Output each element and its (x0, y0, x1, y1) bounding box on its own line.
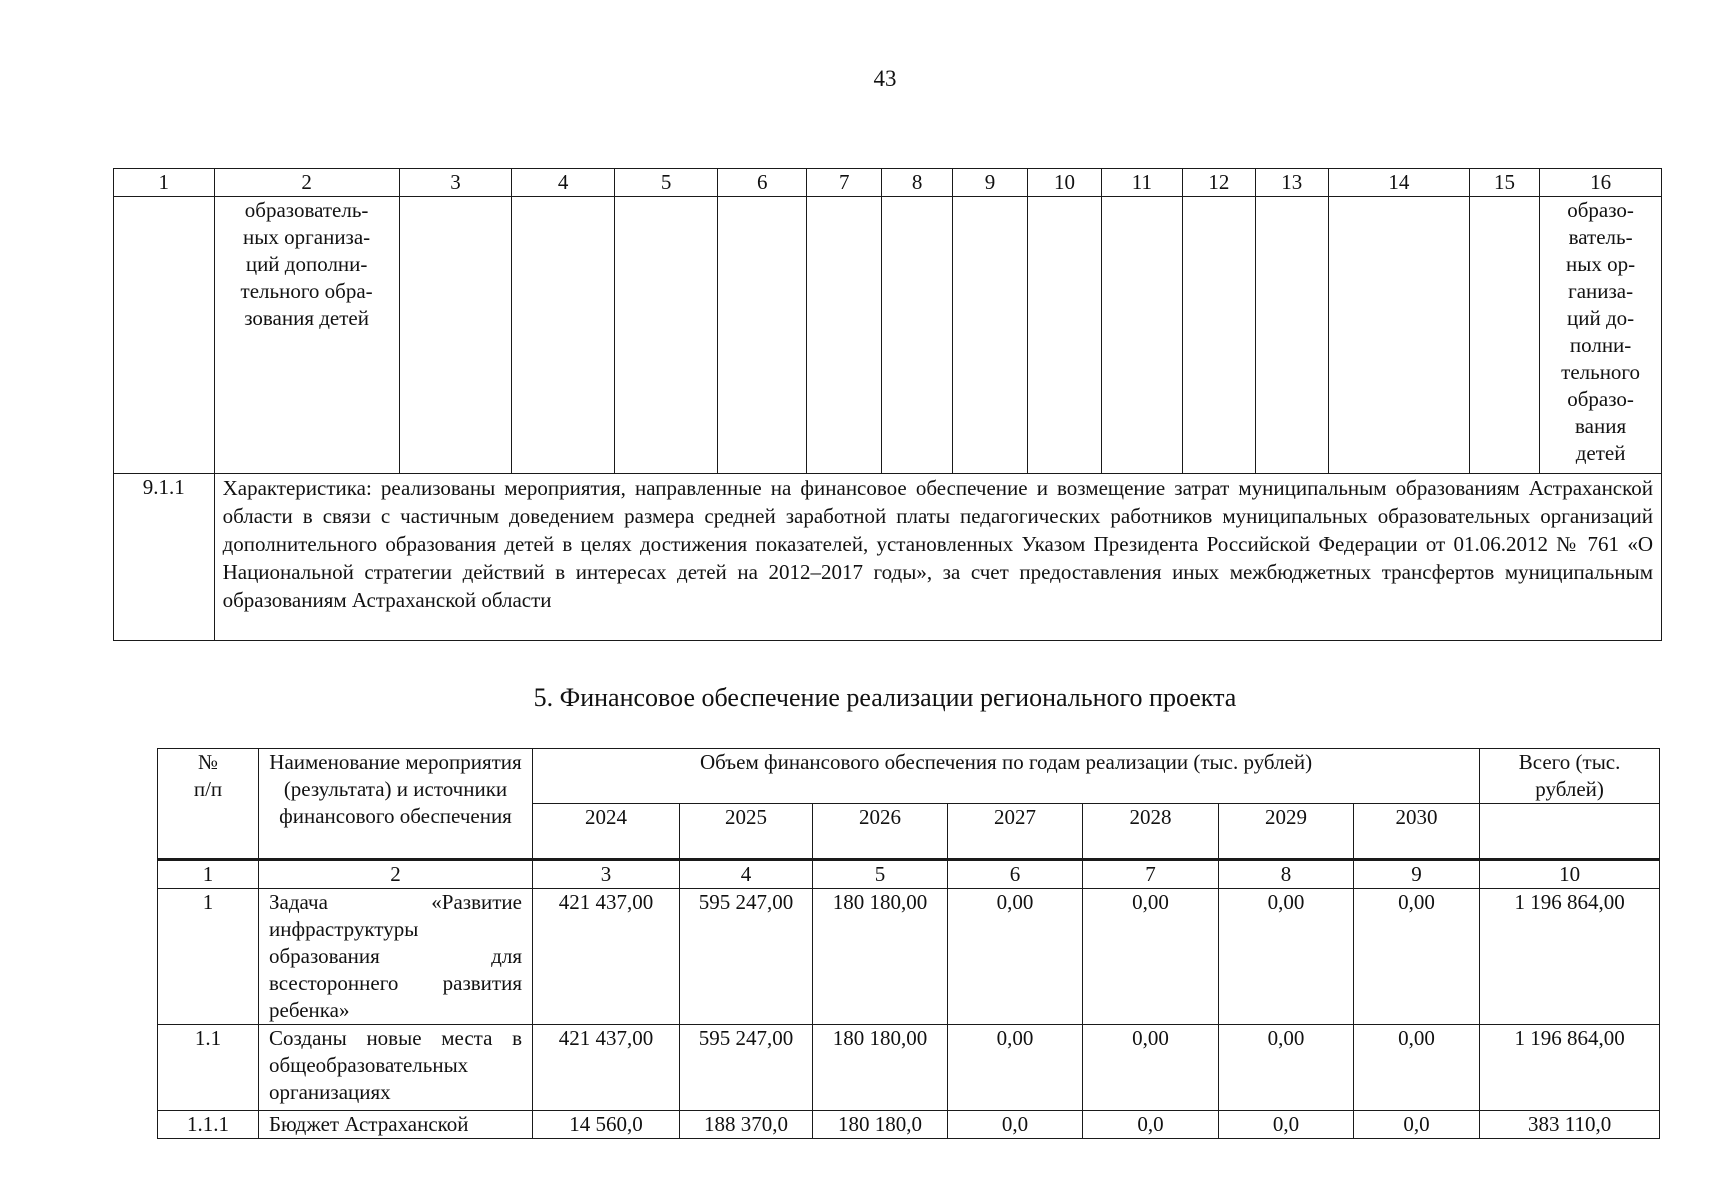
value-cell: 0,0 (948, 1111, 1083, 1139)
responsible-cell: образо- ватель- ных ор- ганиза- ций до- полни- тельного образо- вания детей (1540, 197, 1662, 474)
col-number: 1 (114, 169, 215, 197)
row-name: Бюджет Астраханской (259, 1111, 533, 1139)
header-volume: Объем финансового обеспечения по годам реализации (тыс. рублей) (533, 749, 1480, 804)
year-header: 2030 (1354, 804, 1480, 860)
total-cell: 1 196 864,00 (1480, 1025, 1660, 1111)
col-number: 1 (158, 860, 259, 889)
value-cell: 180 180,0 (813, 1111, 948, 1139)
indicator-name-cell: образователь- ных организа- ций дополни- тельного обра- зования детей (214, 197, 399, 474)
value-cell: 0,0 (1083, 1111, 1219, 1139)
year-header: 2024 (533, 804, 680, 860)
total-cell: 383 110,0 (1480, 1111, 1660, 1139)
col-number: 11 (1101, 169, 1182, 197)
value-cell: 188 370,0 (680, 1111, 813, 1139)
col-number: 10 (1028, 169, 1101, 197)
value-cell: 0,00 (1083, 889, 1219, 1025)
row-number: 9.1.1 (114, 474, 215, 641)
section-title: 5. Финансовое обеспечение реализации регионального проекта (533, 683, 1237, 712)
col-number: 3 (533, 860, 680, 889)
row-name: Задача «Развитие инфраструктуры образования для всестороннего развития ребенка» (259, 889, 533, 1025)
year-header: 2027 (948, 804, 1083, 860)
col-number: 7 (806, 169, 881, 197)
year-header: 2028 (1083, 804, 1219, 860)
row-number: 1.1 (158, 1025, 259, 1111)
indicators-table (113, 168, 1662, 641)
year-header: 2026 (813, 804, 948, 860)
col-number: 8 (1219, 860, 1354, 889)
col-number: 3 (399, 169, 512, 197)
col-number: 10 (1480, 860, 1660, 889)
column-number-row (114, 169, 1662, 197)
col-number: 7 (1083, 860, 1219, 889)
header-num: № п/п (158, 749, 259, 860)
col-number: 13 (1255, 169, 1328, 197)
col-number: 12 (1183, 169, 1255, 197)
col-number: 8 (882, 169, 952, 197)
col-number: 4 (680, 860, 813, 889)
col-number: 16 (1540, 169, 1662, 197)
col-number: 9 (1354, 860, 1480, 889)
value-cell: 14 560,0 (533, 1111, 680, 1139)
value-cell: 180 180,00 (813, 1025, 948, 1111)
value-cell: 0,00 (1354, 1025, 1480, 1111)
page-number: 43 (873, 66, 897, 91)
value-cell: 421 437,00 (533, 889, 680, 1025)
total-cell: 1 196 864,00 (1480, 889, 1660, 1025)
value-cell: 0,00 (1219, 1025, 1354, 1111)
value-cell: 0,00 (1083, 1025, 1219, 1111)
value-cell: 0,00 (1219, 889, 1354, 1025)
col-number: 5 (614, 169, 718, 197)
col-number: 9 (952, 169, 1027, 197)
header-total: Всего (тыс. рублей) (1480, 749, 1660, 804)
year-header: 2029 (1219, 804, 1354, 860)
table-row (114, 474, 1662, 641)
col-number: 2 (259, 860, 533, 889)
table-row (158, 1025, 1660, 1111)
value-cell: 0,0 (1354, 1111, 1480, 1139)
header-row (158, 749, 1660, 804)
row-name: Созданы новые места в общеобразовательных организациях (259, 1025, 533, 1111)
value-cell: 421 437,00 (533, 1025, 680, 1111)
row-number: 1 (158, 889, 259, 1025)
financing-table (157, 748, 1660, 1139)
value-cell: 0,00 (948, 889, 1083, 1025)
value-cell: 595 247,00 (680, 889, 813, 1025)
value-cell: 180 180,00 (813, 889, 948, 1025)
characteristic-text: Характеристика: реализованы мероприятия, направленные на финансовое обеспечение и возмещение затрат муниципальным образованиям Астраханской области в связи с частичным доведением размера средней заработной платы педагогических работников муниципальных образовательных организаций дополнительного образования детей в целях достижения показателей, установленных Указом Президента Российской Федерации от 01.06.2012 № 761 «О Национальной стратегии действий в интересах детей на 2012–2017 годы», за счет предоставления иных межбюджетных трансфертов муниципальным образованиям Астраханской области (214, 474, 1661, 641)
table-row (158, 1111, 1660, 1139)
year-header: 2025 (680, 804, 813, 860)
value-cell: 0,00 (1354, 889, 1480, 1025)
column-number-row (158, 860, 1660, 889)
row-number: 1.1.1 (158, 1111, 259, 1139)
value-cell: 0,00 (948, 1025, 1083, 1111)
col-number: 15 (1469, 169, 1539, 197)
col-number: 6 (948, 860, 1083, 889)
col-number: 6 (718, 169, 807, 197)
col-number: 4 (512, 169, 615, 197)
value-cell: 0,0 (1219, 1111, 1354, 1139)
table-row (158, 889, 1660, 1025)
col-number: 5 (813, 860, 948, 889)
col-number: 14 (1328, 169, 1469, 197)
header-name: Наименование мероприятия (результата) и источники финансового обеспечения (259, 749, 533, 860)
value-cell: 595 247,00 (680, 1025, 813, 1111)
table-row (114, 197, 1662, 474)
col-number: 2 (214, 169, 399, 197)
